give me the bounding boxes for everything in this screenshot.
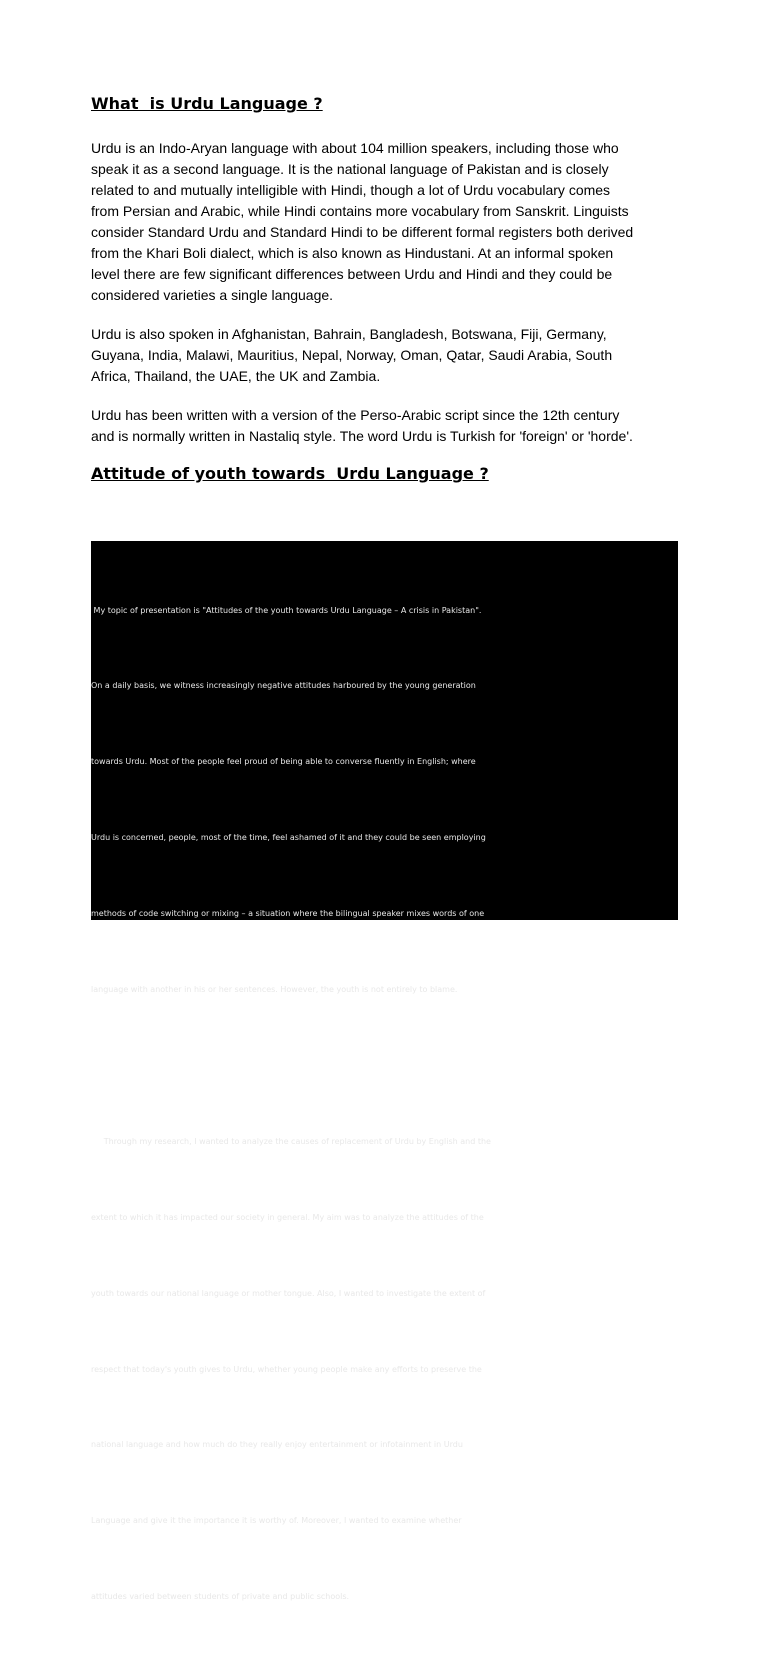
text-line: Urdu is also spoken in Afghanistan, Bahrain, Bangladesh, Botswana, Fiji, Germany, bbox=[91, 326, 607, 342]
text-line: My topic of presentation is "Attitudes of the youth towards Urdu Language – A crisis in Pakistan". bbox=[91, 605, 482, 615]
paragraph-intro bbox=[91, 138, 681, 306]
paragraph-script bbox=[91, 405, 681, 447]
text-line: Urdu has been written with a version of the Perso-Arabic script since the 12th century bbox=[91, 407, 620, 423]
text-line: towards Urdu. Most of the people feel proud of being able to converse fluently in English; where bbox=[91, 757, 476, 767]
heading-what-is-urdu: What is Urdu Language ? bbox=[91, 94, 323, 113]
text-line: and is normally written in Nastaliq style. The word Urdu is Turkish for 'foreign' or 'horde'. bbox=[91, 428, 633, 444]
text-line: language with another in his or her sentences. However, the youth is not entirely to blame. bbox=[91, 985, 458, 995]
heading-attitude-of-youth: Attitude of youth towards Urdu Language ? bbox=[91, 464, 489, 483]
text-line: methods of code switching or mixing – a situation where the bilingual speaker mixes words of one bbox=[91, 909, 485, 919]
text-line: Guyana, India, Malawi, Mauritius, Nepal, Norway, Oman, Qatar, Saudi Arabia, South bbox=[91, 347, 613, 363]
text-line: considered varieties a single language. bbox=[91, 287, 334, 303]
text-line: On a daily basis, we witness increasingly negative attitudes harboured by the young generation bbox=[91, 681, 476, 691]
text-line: related to and mutually intelligible with Hindi, though a lot of Urdu vocabulary comes bbox=[91, 182, 611, 198]
text-line: Language and give it the importance it is worthy of. Moreover, I wanted to examine whether bbox=[91, 1516, 462, 1526]
paragraph-countries bbox=[91, 324, 681, 387]
presentation-text bbox=[91, 547, 678, 1660]
text-line: Africa, Thailand, the UAE, the UK and Zambia. bbox=[91, 368, 381, 384]
text-line: Urdu is concerned, people, most of the time, feel ashamed of it and they could be seen employing bbox=[91, 833, 486, 843]
text-line: level there are few significant differences between Urdu and Hindi and they could be bbox=[91, 266, 613, 282]
text-line: national language and how much do they really enjoy entertainment or infotainment in Urdu bbox=[91, 1440, 463, 1450]
paragraph-gap bbox=[91, 1053, 678, 1078]
text-line: attitudes varied between students of private and public schools. bbox=[91, 1592, 350, 1602]
text-line: youth towards our national language or mother tongue. Also, I wanted to investigate the extent of bbox=[91, 1288, 486, 1298]
text-line: from Persian and Arabic, while Hindi contains more vocabulary from Sanskrit. Linguists bbox=[91, 203, 629, 219]
text-line: speak it as a second language. It is the national language of Pakistan and is closely bbox=[91, 161, 609, 177]
text-line: consider Standard Urdu and Standard Hindi to be different formal registers both derived bbox=[91, 224, 634, 240]
text-line: Through my research, I wanted to analyze the causes of replacement of Urdu by English and the bbox=[91, 1136, 491, 1146]
text-line: Urdu is an Indo-Aryan language with about 104 million speakers, including those who bbox=[91, 140, 619, 156]
text-line: extent to which it has impacted our society in general. My aim was to analyze the attitudes of the bbox=[91, 1212, 484, 1222]
text-line: respect that today's youth gives to Urdu, whether young people make any efforts to preserve the bbox=[91, 1364, 482, 1374]
presentation-text-box bbox=[91, 541, 678, 1602]
text-line: from the Khari Boli dialect, which is also known as Hindustani. At an informal spoken bbox=[91, 245, 614, 261]
